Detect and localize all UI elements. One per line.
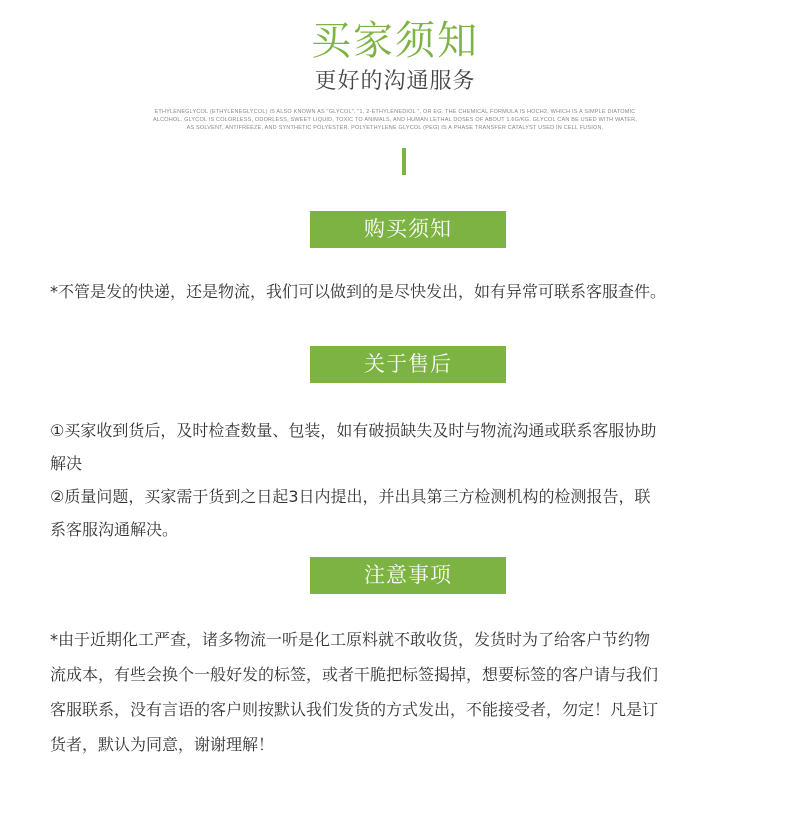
section-heading-precautions: 注意事项: [310, 557, 506, 594]
paragraph-line: 系客服沟通解决。: [50, 520, 179, 539]
accent-divider: [402, 148, 406, 175]
page-title: 买家须知: [311, 18, 479, 64]
paragraph-line: ②质量问题，买家需于货到之日起3日内提出，并出具第三方检测机构的检测报告，联: [50, 487, 651, 506]
paragraph-line: *由于近期化工严查，诸多物流一听是化工原料就不敢收货，发货时为了给客户节约物: [50, 630, 651, 649]
section-heading-after-sales: 关于售后: [310, 346, 506, 383]
paragraph-line: *不管是发的快递，还是物流，我们可以做到的是尽快发出，如有异常可联系客服查件。: [50, 282, 667, 301]
paragraph-line: ①买家收到货后，及时检查数量、包装，如有破损缺失及时与物流沟通或联系客服协助: [50, 421, 657, 440]
paragraph-line: 货者，默认为同意，谢谢理解！: [50, 735, 275, 754]
precautions-text: [50, 622, 750, 762]
paragraph-line: 解决: [50, 454, 83, 473]
section-heading-purchase-notice: 购买须知: [310, 211, 506, 248]
purchase-notice-text: [50, 278, 750, 306]
page-subtitle: 更好的沟通服务: [314, 69, 476, 94]
paragraph-line: 流成本，有些会换个一般好发的标签，或者干脆把标签揭掉，想要标签的客户请与我们: [50, 665, 659, 684]
after-sales-text: [50, 414, 750, 546]
paragraph-line: 客服联系，没有言语的客户则按默认我们发货的方式发出，不能接受者，勿定！凡是订: [50, 700, 659, 719]
english-blurb: ETHYLENEGLYCOL (ETHYLENEGLYCOL) IS ALSO KNOWN AS "GLYCOL", "1, 2-ETHYLENEDIOL ", OR EG. THE CHEMICAL FORMULA IS HOCH2, WHICH IS A SIMPLE DIATOMIC ALCOHOL. GLYCOL IS COLORLESS, ODORLESS, SWEET LIQUID, TOXIC TO ANIMALS, AND HUMAN LETHAL DOSES OF ABOUT 1.6G/KG. GLYCOL CAN BE USED WITH WATER, AS SOLVENT, ANTIFREEZE, AND SYNTHETIC POLYESTER. POLYETHYLENE GLYCOL (PEG) IS A PHASE TRANSFER CATALYST USED IN CELL FUSION.: [152, 109, 638, 131]
